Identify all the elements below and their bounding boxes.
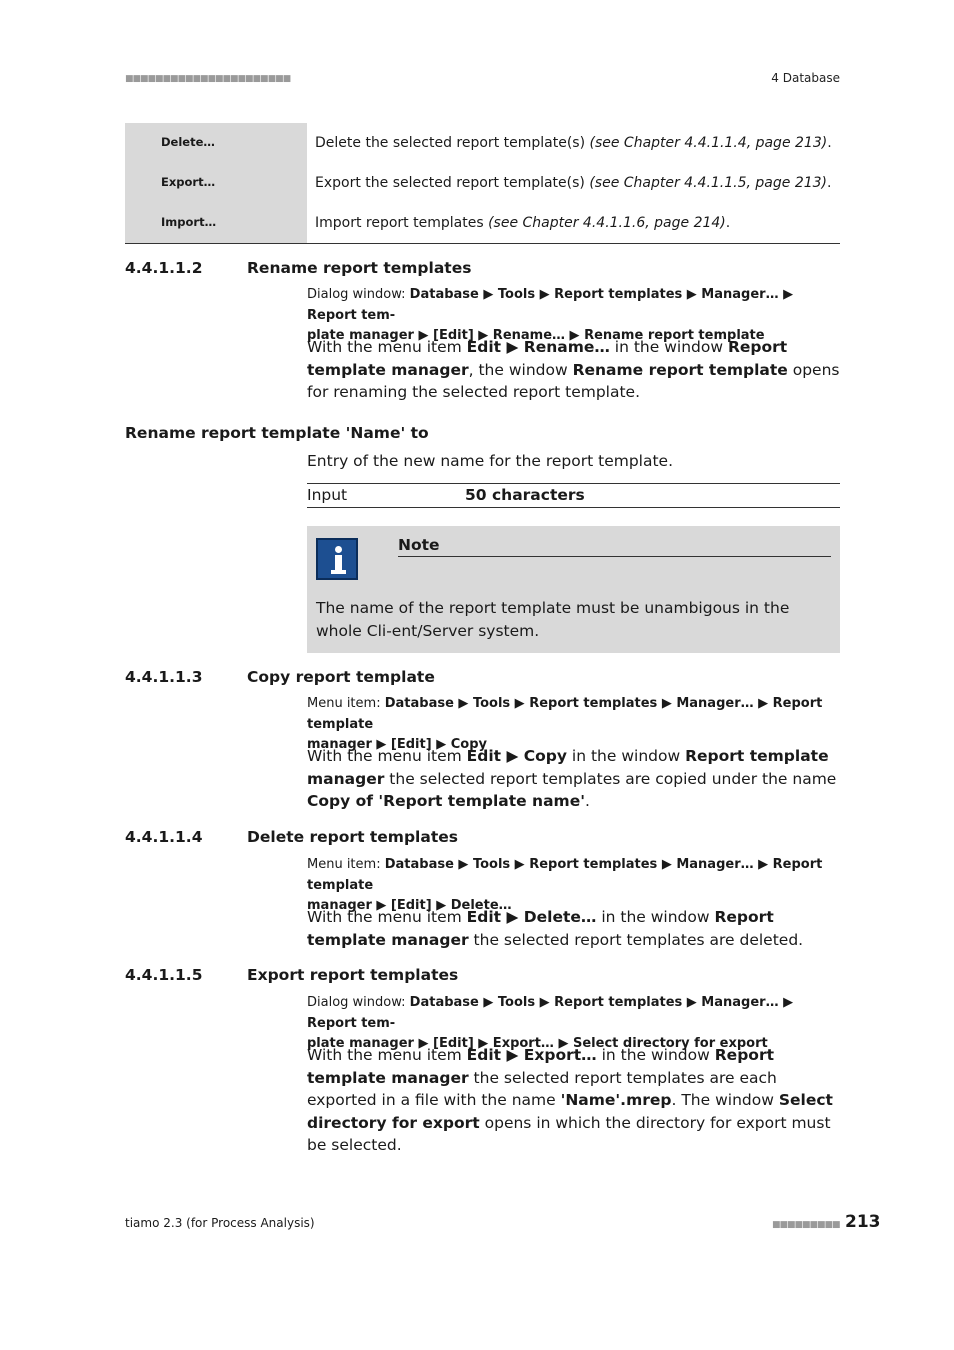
section-heading-export: 4.4.1.1.5 Export report templates bbox=[125, 966, 459, 984]
chapter-header: 4 Database bbox=[771, 71, 840, 85]
footer-decoration: ■■■■■■■■■ bbox=[772, 1220, 840, 1230]
chapter-reference: (see Chapter 4.4.1.1.4, page 213) bbox=[589, 135, 828, 151]
parameter-description: Entry of the new name for the report template. bbox=[307, 452, 674, 470]
paragraph-rename: With the menu item Edit ▶ Rename… in the window Report template manager, the window Rename report template opens for renaming the selected report template. bbox=[307, 338, 840, 401]
paragraph-copy: With the menu item Edit ▶ Copy in the window Report template manager the selected report templates are copied under the name Copy of 'Report template name'. bbox=[307, 747, 837, 810]
paragraph-delete: With the menu item Edit ▶ Delete… in the window Report template manager the selected report templates are deleted. bbox=[307, 908, 804, 949]
table-row bbox=[125, 163, 840, 203]
paragraph-export: With the menu item Edit ▶ Export… in the window Report template manager the selected report templates are each exported in a file with the name 'Name'.mrep. The window Select directory for export opens in which the directory for export must be selected. bbox=[307, 1046, 833, 1154]
chapter-reference: (see Chapter 4.4.1.1.6, page 214) bbox=[488, 215, 726, 231]
page-number: 213 bbox=[845, 1212, 881, 1232]
section-heading-rename: 4.4.1.1.2 Rename report templates bbox=[125, 259, 472, 277]
table-row bbox=[125, 123, 840, 163]
menu-path-delete: Menu item: Database ▶ Tools ▶ Report templates ▶ Manager… ▶ Report template manager ▶ [Edit] ▶ Delete… bbox=[307, 857, 823, 913]
info-icon bbox=[316, 538, 358, 580]
menu-path-copy: Menu item: Database ▶ Tools ▶ Report templates ▶ Manager… ▶ Report template manager ▶ [Edit] ▶ Copy bbox=[307, 696, 823, 752]
header-decoration: ■■■■■■■■■■■■■■■■■■■■■■ bbox=[125, 74, 291, 84]
note-text: The name of the report template must be unambigous in the whole Cli-ent/Server system. bbox=[316, 599, 790, 640]
command-description: Delete the selected report template(s) (see Chapter 4.4.1.1.4, page 213). bbox=[315, 135, 832, 151]
menu-path-rename: Dialog window: Database ▶ Tools ▶ Report templates ▶ Manager… ▶ Report tem- plate manager ▶ [Edit] ▶ Rename… ▶ Rename report template bbox=[307, 287, 794, 343]
table-row bbox=[125, 203, 840, 243]
section-heading-delete: 4.4.1.1.4 Delete report templates bbox=[125, 828, 458, 846]
command-key: Delete… bbox=[125, 123, 307, 163]
chapter-reference: (see Chapter 4.4.1.1.5, page 213) bbox=[589, 175, 828, 191]
input-label: Input bbox=[307, 486, 348, 504]
command-key: Import… bbox=[125, 203, 307, 243]
parameter-title: Rename report template 'Name' to bbox=[125, 424, 429, 442]
command-key: Export… bbox=[125, 163, 307, 203]
command-description: Export the selected report template(s) (see Chapter 4.4.1.1.5, page 213). bbox=[315, 175, 832, 191]
input-spec-row bbox=[307, 483, 840, 508]
note-box bbox=[307, 526, 840, 653]
note-title: Note bbox=[398, 536, 831, 557]
footer-product: tiamo 2.3 (for Process Analysis) bbox=[125, 1216, 315, 1230]
section-heading-copy: 4.4.1.1.3 Copy report template bbox=[125, 668, 435, 686]
command-table bbox=[125, 123, 840, 244]
command-description: Import report templates (see Chapter 4.4.1.1.6, page 214). bbox=[315, 215, 731, 231]
menu-path-export: Dialog window: Database ▶ Tools ▶ Report templates ▶ Manager… ▶ Report tem- plate manager ▶ [Edit] ▶ Export… ▶ Select directory for export bbox=[307, 995, 794, 1051]
input-value: 50 characters bbox=[465, 486, 585, 504]
